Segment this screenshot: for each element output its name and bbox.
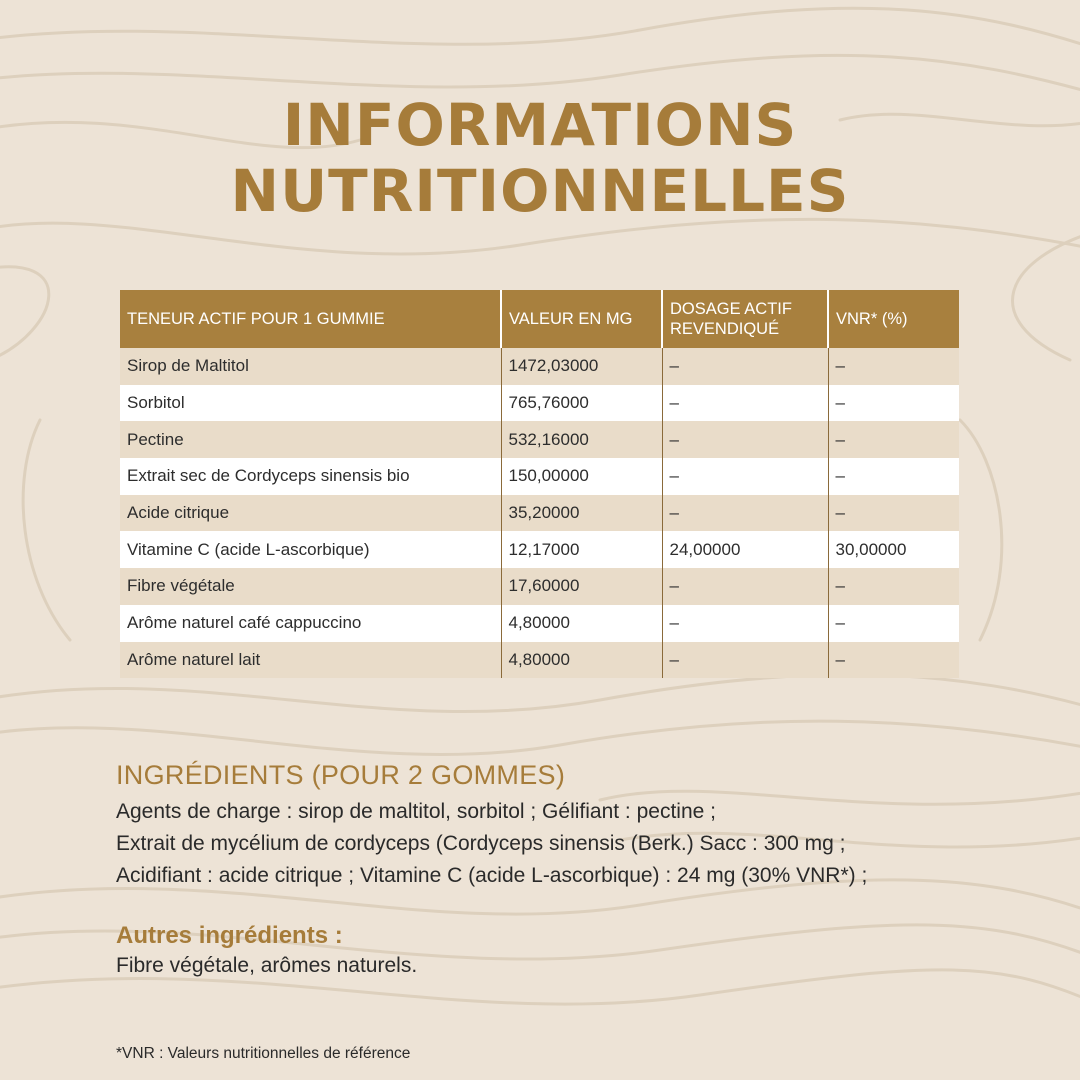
cell-ingredient: Vitamine C (acide L-ascorbique) [120, 531, 501, 568]
table-row [120, 421, 959, 458]
table-row [120, 568, 959, 605]
other-ingredients-text: Fibre végétale, arômes naturels. [116, 954, 418, 977]
table-row [120, 605, 959, 642]
ingredients-line: Agents de charge : sirop de maltitol, sorbitol ; Gélifiant : pectine ; [116, 800, 716, 823]
page-title [0, 92, 1080, 224]
title-line-1: INFORMATIONS [282, 91, 798, 159]
table-header-row [120, 290, 959, 348]
ingredients-text [116, 796, 867, 892]
cell-valeur-mg: 17,60000 [501, 568, 662, 605]
cell-valeur-mg: 35,20000 [501, 495, 662, 532]
cell-vnr: – [828, 605, 959, 642]
cell-vnr: – [828, 385, 959, 422]
cell-valeur-mg: 4,80000 [501, 605, 662, 642]
cell-vnr: – [828, 495, 959, 532]
cell-vnr: – [828, 458, 959, 495]
table-row [120, 495, 959, 532]
title-line-2: NUTRITIONNELLES [230, 157, 850, 225]
col-header-teneur: TENEUR ACTIF POUR 1 GUMMIE [120, 290, 501, 348]
cell-ingredient: Acide citrique [120, 495, 501, 532]
cell-ingredient: Arôme naturel café cappuccino [120, 605, 501, 642]
cell-valeur-mg: 12,17000 [501, 531, 662, 568]
cell-ingredient: Fibre végétale [120, 568, 501, 605]
table-row [120, 385, 959, 422]
cell-ingredient: Pectine [120, 421, 501, 458]
vnr-footnote: *VNR : Valeurs nutritionnelles de référence [116, 1045, 411, 1062]
col-header-vnr: VNR* (%) [828, 290, 959, 348]
cell-dosage: – [662, 421, 828, 458]
cell-ingredient: Sorbitol [120, 385, 501, 422]
ingredients-line: Acidifiant : acide citrique ; Vitamine C (acide L-ascorbique) : 24 mg (30% VNR*) ; [116, 864, 868, 887]
cell-ingredient: Arôme naturel lait [120, 642, 501, 679]
cell-dosage: – [662, 458, 828, 495]
cell-dosage: – [662, 495, 828, 532]
ingredients-line: Extrait de mycélium de cordyceps (Cordyceps sinensis (Berk.) Sacc : 300 mg ; [116, 832, 846, 855]
cell-dosage: – [662, 348, 828, 385]
cell-dosage: – [662, 568, 828, 605]
cell-dosage: 24,00000 [662, 531, 828, 568]
cell-vnr: 30,00000 [828, 531, 959, 568]
cell-valeur-mg: 765,76000 [501, 385, 662, 422]
table-row [120, 348, 959, 385]
other-ingredients-title: Autres ingrédients : [116, 922, 343, 949]
cell-dosage: – [662, 642, 828, 679]
table-row [120, 458, 959, 495]
cell-vnr: – [828, 348, 959, 385]
cell-vnr: – [828, 642, 959, 679]
cell-dosage: – [662, 385, 828, 422]
col-header-dosage: DOSAGE ACTIF REVENDIQUÉ [662, 290, 828, 348]
cell-valeur-mg: 1472,03000 [501, 348, 662, 385]
cell-vnr: – [828, 421, 959, 458]
cell-valeur-mg: 150,00000 [501, 458, 662, 495]
cell-ingredient: Extrait sec de Cordyceps sinensis bio [120, 458, 501, 495]
ingredients-title: INGRÉDIENTS (POUR 2 GOMMES) [116, 760, 566, 790]
cell-valeur-mg: 532,16000 [501, 421, 662, 458]
col-header-valeur: VALEUR EN MG [501, 290, 662, 348]
table-row [120, 642, 959, 679]
cell-valeur-mg: 4,80000 [501, 642, 662, 679]
nutrition-table [120, 290, 959, 678]
cell-ingredient: Sirop de Maltitol [120, 348, 501, 385]
cell-vnr: – [828, 568, 959, 605]
cell-dosage: – [662, 605, 828, 642]
table-row [120, 531, 959, 568]
